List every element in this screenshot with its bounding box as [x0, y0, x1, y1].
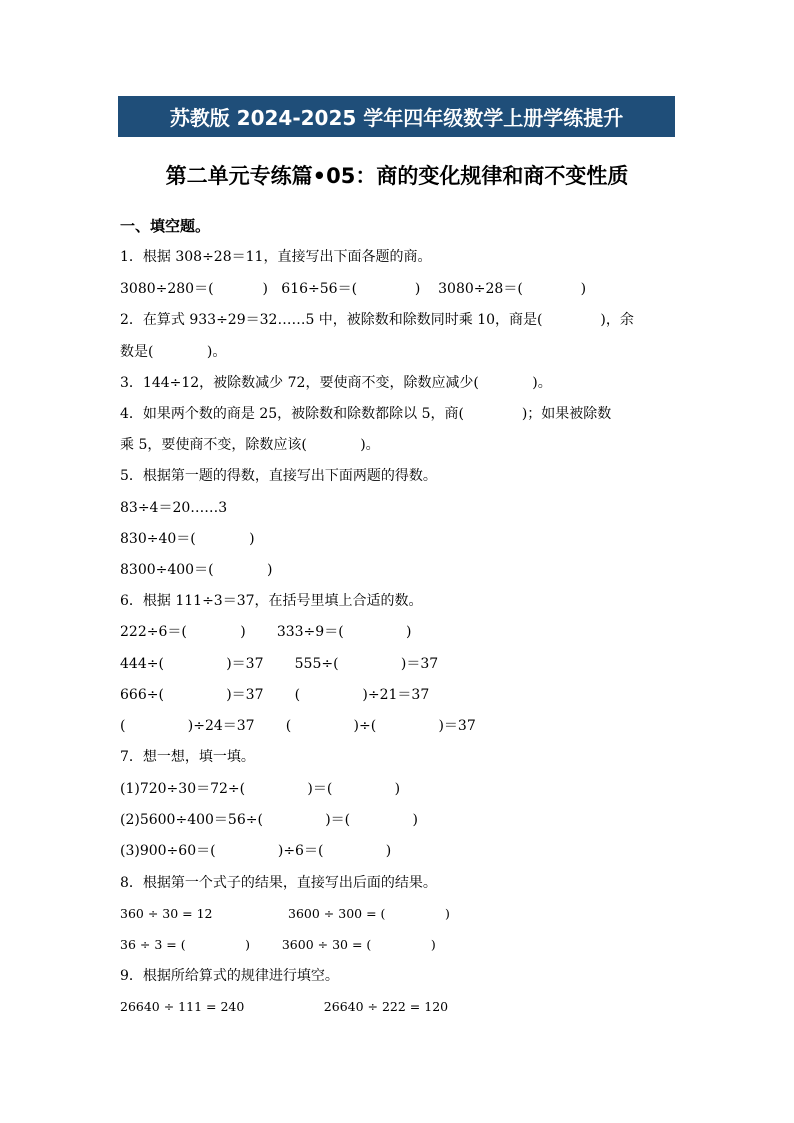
question-6-row-4: ( )÷24＝37 ( )÷( )＝37 [120, 718, 476, 734]
question-3-text: 3．144÷12，被除数减少 72，要使商不变，除数应减少( )。 [120, 375, 552, 391]
question-7-part-3: (3)900÷60＝( )÷6＝( ) [120, 843, 392, 859]
question-7-text: 7．想一想，填一填。 [120, 749, 255, 765]
question-5-blank-2: 8300÷400＝( ) [120, 562, 273, 578]
question-2-text: 2．在算式 933÷29＝32……5 中，被除数和除数同时乘 10，商是( )，余 [120, 312, 634, 328]
question-9-row-1: 26640 ÷ 111 = 240 26640 ÷ 222 = 120 [120, 999, 449, 1014]
question-1-blanks: 3080÷280＝( ) 616÷56＝( ) 3080÷28＝( ) [120, 281, 587, 297]
unit-subtitle: 第二单元专练篇•05：商的变化规律和商不变性质 [165, 164, 629, 188]
question-1-text: 1．根据 308÷28＝11，直接写出下面各题的商。 [120, 249, 432, 265]
question-2-continued: 数是( )。 [120, 344, 227, 360]
question-5-example: 83÷4＝20……3 [120, 500, 228, 516]
question-7-part-1: (1)720÷30＝72÷( )＝( ) [120, 781, 401, 797]
question-7-part-2: (2)5600÷400＝56÷( )＝( ) [120, 812, 418, 828]
banner-title: 苏教版 2024-2025 学年四年级数学上册学练提升 [169, 106, 624, 130]
question-9-text: 9．根据所给算式的规律进行填空。 [120, 968, 339, 984]
question-5-text: 5．根据第一题的得数，直接写出下面两题的得数。 [120, 468, 437, 484]
section-heading: 一、填空题。 [120, 217, 211, 235]
question-8-row-1: 360 ÷ 30 = 12 3600 ÷ 300 = ( ) [120, 906, 450, 921]
worksheet-banner [118, 96, 675, 137]
question-6-text: 6．根据 111÷3＝37，在括号里填上合适的数。 [120, 593, 423, 609]
question-8-text: 8．根据第一个式子的结果，直接写出后面的结果。 [120, 875, 437, 891]
question-4-text: 4．如果两个数的商是 25，被除数和除数都除以 5，商( )；如果被除数 [120, 406, 612, 422]
question-4-continued: 乘 5，要使商不变，除数应该( )。 [120, 437, 380, 453]
question-6-row-2: 444÷( )＝37 555÷( )＝37 [120, 656, 439, 672]
question-5-blank-1: 830÷40＝( ) [120, 531, 255, 547]
question-8-row-2: 36 ÷ 3 = ( ) 3600 ÷ 30 = ( ) [120, 937, 436, 952]
question-6-row-3: 666÷( )＝37 ( )÷21＝37 [120, 687, 430, 703]
question-6-row-1: 222÷6＝( ) 333÷9＝( ) [120, 624, 412, 640]
